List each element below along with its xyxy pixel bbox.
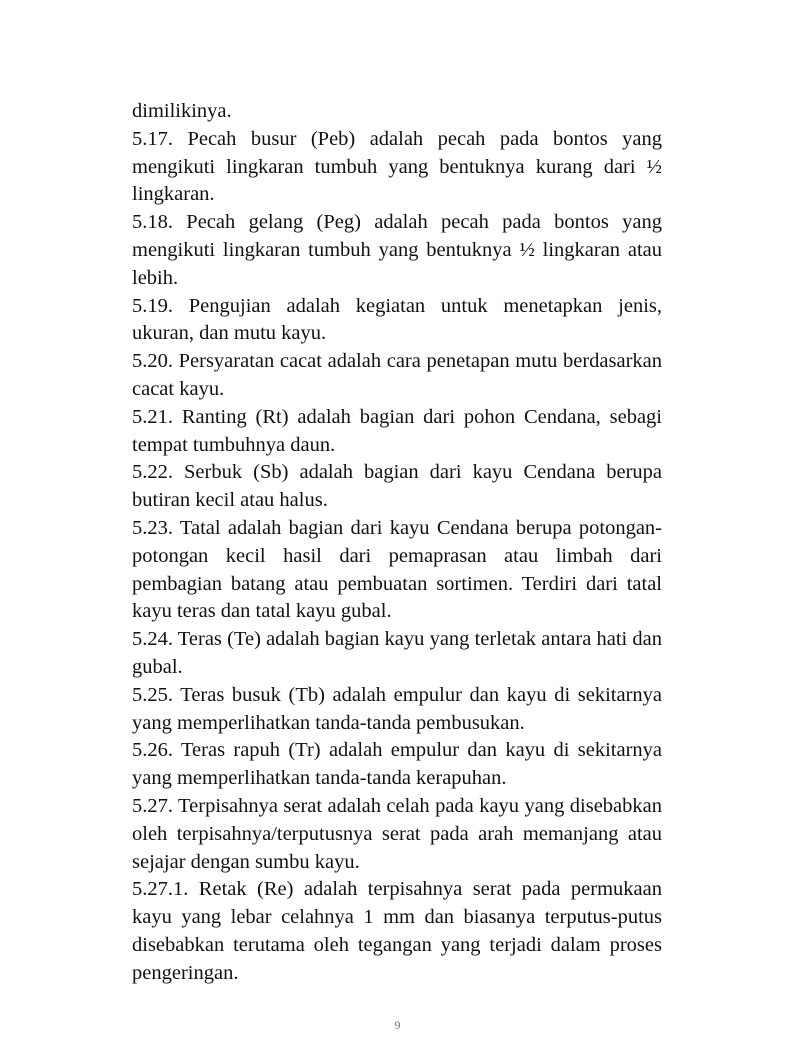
- page-number: 9: [394, 1018, 401, 1032]
- definition-5-18: 5.18. Pecah gelang (Peg) adalah pecah pada bontos yang mengikuti lingkaran tumbuh yang bentuknya ½ lingkaran atau lebih.: [132, 211, 662, 289]
- document-page: [132, 98, 662, 988]
- paragraph-continuation: dimilikinya.: [132, 100, 232, 122]
- definition-5-21: 5.21. Ranting (Rt) adalah bagian dari pohon Cendana, sebagi tempat tumbuhnya daun.: [132, 405, 662, 456]
- definition-5-27: 5.27. Terpisahnya serat adalah celah pada kayu yang disebabkan oleh terpisahnya/terputusnya serat pada arah memanjang atau sejajar dengan sumbu kayu.: [132, 794, 662, 873]
- definition-5-20: 5.20. Persyaratan cacat adalah cara penetapan mutu berdasarkan cacat kayu.: [132, 350, 662, 400]
- definition-5-17: 5.17. Pecah busur (Peb) adalah pecah pada bontos yang mengikuti lingkaran tumbuh yang bentuknya kurang dari ½ lingkaran.: [132, 127, 662, 206]
- definition-5-24: 5.24. Teras (Te) adalah bagian kayu yang terletak antara hati dan gubal.: [132, 628, 662, 678]
- definition-5-25: 5.25. Teras busuk (Tb) adalah empulur dan kayu di sekitarnya yang memperlihatkan tanda-tanda pembusukan.: [132, 683, 662, 734]
- definition-5-27-1: 5.27.1. Retak (Re) adalah terpisahnya serat pada permukaan kayu yang lebar celahnya 1 mm dan biasanya terputus-putus disebabkan terutama oleh tegangan yang terjadi dalam proses pengeringan.: [132, 878, 662, 984]
- definition-5-26: 5.26. Teras rapuh (Tr) adalah empulur dan kayu di sekitarnya yang memperlihatkan tanda-tanda kerapuhan.: [132, 739, 662, 790]
- definition-5-23: 5.23. Tatal adalah bagian dari kayu Cendana berupa potongan-potongan kecil hasil dari pemaprasan atau limbah dari pembagian batang atau pembuatan sortimen. Terdiri dari tatal kayu teras dan tatal kayu gubal.: [132, 516, 662, 623]
- definition-5-19: 5.19. Pengujian adalah kegiatan untuk menetapkan jenis, ukuran, dan mutu kayu.: [132, 294, 662, 345]
- definition-5-22: 5.22. Serbuk (Sb) adalah bagian dari kayu Cendana berupa butiran kecil atau halus.: [132, 461, 662, 512]
